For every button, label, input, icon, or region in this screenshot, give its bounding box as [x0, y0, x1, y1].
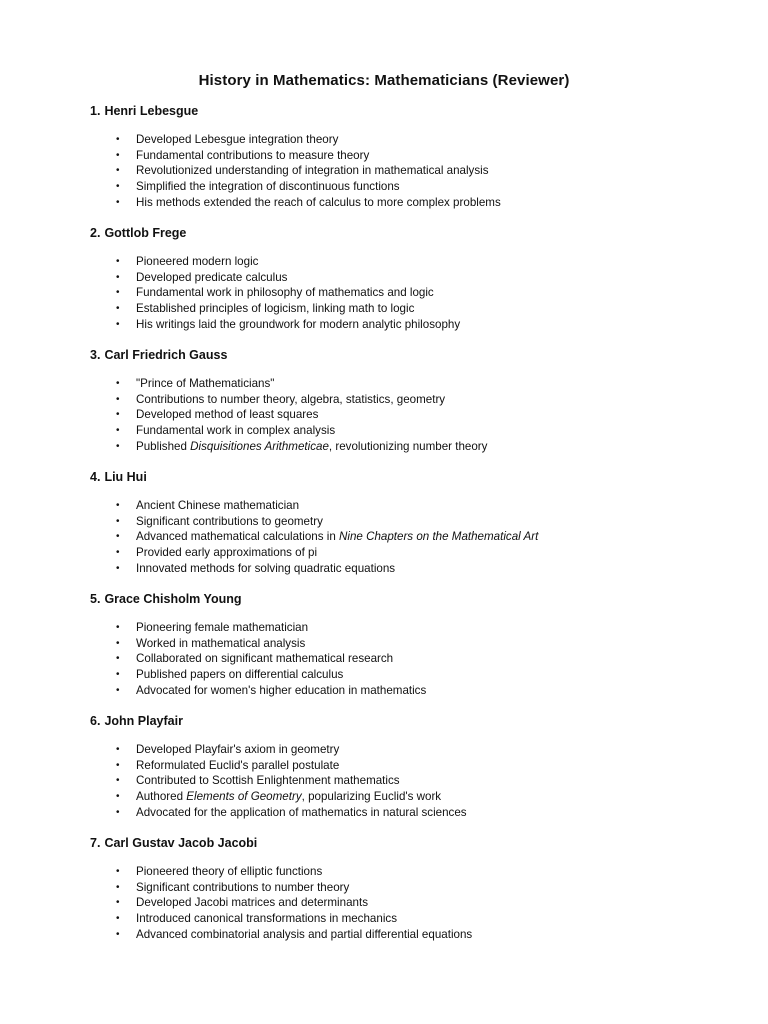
bullet-icon: • — [116, 928, 120, 940]
list-item — [90, 864, 710, 880]
list-item — [90, 927, 710, 943]
bullet-icon: • — [116, 866, 120, 877]
item-text: Pioneering female mathematician — [136, 621, 309, 634]
item-text: Simplified the integration of discontinuous functions — [136, 180, 400, 194]
item-text: Developed predicate calculus — [136, 270, 288, 284]
list-item — [90, 514, 710, 530]
bullet-icon: • — [116, 684, 120, 696]
list-item — [90, 895, 710, 911]
list-item — [90, 667, 710, 683]
bullet-icon: • — [116, 515, 120, 527]
item-text: Fundamental work in complex analysis — [136, 424, 336, 438]
section-number: 6. — [90, 714, 101, 728]
item-text: His methods extended the reach of calculus to more complex problems — [136, 195, 501, 209]
mathematician-name: Henri Lebesgue — [104, 104, 199, 118]
list-item — [90, 179, 710, 195]
item-text: Developed Jacobi matrices and determinants — [136, 896, 368, 910]
item-text: Collaborated on significant mathematical research — [136, 652, 394, 666]
item-text: Authored — [136, 790, 187, 804]
bullet-icon: • — [116, 196, 120, 208]
item-text: Reformulated Euclid's parallel postulate — [136, 758, 340, 772]
mathematician-section — [90, 591, 710, 699]
item-text: His writings laid the groundwork for modern analytic philosophy — [136, 317, 461, 331]
list-item — [90, 683, 710, 699]
bullet-icon: • — [116, 149, 120, 161]
list-item — [90, 423, 710, 439]
item-text: Revolutionized understanding of integration in mathematical analysis — [136, 164, 489, 178]
item-text: Ancient Chinese mathematician — [136, 499, 300, 512]
mathematician-section — [90, 835, 710, 943]
item-text: Developed Lebesgue integration theory — [136, 133, 339, 146]
italic-book-title: Nine Chapters on the Mathematical Art — [339, 530, 539, 544]
item-text: Advanced combinatorial analysis and partial differential equations — [136, 927, 473, 941]
mathematician-section — [90, 103, 710, 211]
page-title: History in Mathematics: Mathematicians (Reviewer) — [198, 72, 570, 89]
bullet-icon: • — [116, 393, 120, 405]
mathematician-name: Carl Friedrich Gauss — [104, 348, 228, 362]
item-text: Pioneered modern logic — [136, 255, 259, 268]
section-number: 4. — [90, 470, 101, 484]
section-heading — [90, 469, 710, 485]
list-item — [90, 317, 710, 333]
list-item — [90, 498, 710, 514]
bullet-list — [90, 254, 710, 333]
item-text: Developed Playfair's axiom in geometry — [136, 743, 340, 756]
bullet-list — [90, 864, 710, 943]
section-heading — [90, 347, 710, 363]
list-item — [90, 254, 710, 270]
item-text: Advanced mathematical calculations in — [136, 530, 339, 544]
mathematician-name: Grace Chisholm Young — [104, 592, 242, 606]
item-text: Provided early approximations of pi — [136, 546, 318, 560]
list-item — [90, 301, 710, 317]
list-item — [90, 805, 710, 821]
bullet-icon: • — [116, 913, 120, 925]
list-item — [90, 561, 710, 577]
section-heading — [90, 713, 710, 729]
bullet-icon: • — [116, 653, 120, 665]
bullet-icon: • — [116, 622, 120, 633]
mathematician-name: Gottlob Frege — [104, 226, 187, 240]
item-text: Significant contributions to geometry — [136, 514, 323, 528]
bullet-icon: • — [116, 318, 120, 330]
item-text: Introduced canonical transformations in mechanics — [136, 912, 397, 926]
list-item — [90, 911, 710, 927]
item-text: "Prince of Mathematicians" — [136, 377, 275, 390]
item-text: Significant contributions to number theory — [136, 880, 350, 894]
list-item — [90, 789, 710, 805]
bullet-icon: • — [116, 775, 120, 787]
list-item — [90, 620, 710, 636]
italic-book-title: Elements of Geometry — [186, 790, 302, 804]
list-item — [90, 773, 710, 789]
bullet-list — [90, 376, 710, 455]
list-item — [90, 285, 710, 301]
list-item — [90, 439, 710, 455]
list-item — [90, 392, 710, 408]
item-text: Contributed to Scottish Enlightenment mathematics — [136, 774, 400, 788]
item-text: Fundamental contributions to measure theory — [136, 148, 370, 162]
bullet-icon: • — [116, 271, 120, 283]
item-text: Contributions to number theory, algebra, statistics, geometry — [136, 392, 446, 406]
item-text: , revolutionizing number theory — [328, 439, 488, 453]
mathematician-section — [90, 225, 710, 333]
list-item — [90, 163, 710, 179]
item-text: Worked in mathematical analysis — [136, 636, 306, 650]
bullet-icon: • — [116, 181, 120, 193]
mathematician-name: John Playfair — [104, 714, 183, 728]
section-number: 1. — [90, 104, 101, 118]
bullet-icon: • — [116, 744, 120, 755]
bullet-icon: • — [116, 256, 120, 267]
section-number: 7. — [90, 836, 101, 850]
item-text: Established principles of logicism, linking math to logic — [136, 302, 415, 316]
section-number: 2. — [90, 226, 101, 240]
item-text: Advocated for women's higher education in mathematics — [136, 683, 427, 697]
bullet-icon: • — [116, 562, 120, 574]
bullet-icon: • — [116, 134, 120, 145]
section-heading — [90, 591, 710, 607]
bullet-icon: • — [116, 531, 120, 543]
item-text: Advocated for the application of mathematics in natural sciences — [136, 805, 467, 819]
mathematician-section — [90, 713, 710, 821]
bullet-icon: • — [116, 637, 120, 649]
section-heading — [90, 835, 710, 851]
item-text: Developed method of least squares — [136, 408, 319, 422]
bullet-icon: • — [116, 440, 120, 452]
list-item — [90, 742, 710, 758]
list-item — [90, 407, 710, 423]
bullet-list — [90, 742, 710, 821]
item-text: Innovated methods for solving quadratic equations — [136, 561, 396, 575]
list-item — [90, 545, 710, 561]
item-text: Fundamental work in philosophy of mathematics and logic — [136, 286, 434, 300]
list-item — [90, 132, 710, 148]
section-heading — [90, 225, 710, 241]
bullet-icon: • — [116, 897, 120, 909]
bullet-icon: • — [116, 378, 120, 389]
bullet-icon: • — [116, 759, 120, 771]
bullet-icon: • — [116, 287, 120, 299]
list-item — [90, 880, 710, 896]
item-text: Published — [136, 439, 191, 453]
bullet-icon: • — [116, 165, 120, 177]
section-number: 3. — [90, 348, 101, 362]
section-heading — [90, 103, 710, 119]
mathematician-section — [90, 347, 710, 455]
bullet-list — [90, 132, 710, 211]
bullet-icon: • — [116, 547, 120, 559]
item-text: Published papers on differential calculus — [136, 668, 344, 682]
bullet-icon: • — [116, 881, 120, 893]
bullet-icon: • — [116, 669, 120, 681]
italic-book-title: Disquisitiones Arithmeticae — [190, 439, 329, 453]
bullet-list — [90, 498, 710, 577]
mathematician-name: Carl Gustav Jacob Jacobi — [104, 836, 258, 850]
item-text: Pioneered theory of elliptic functions — [136, 865, 323, 878]
bullet-icon: • — [116, 806, 120, 818]
mathematician-section — [90, 469, 710, 577]
list-item — [90, 270, 710, 286]
list-item — [90, 529, 710, 545]
list-item — [90, 376, 710, 392]
list-item — [90, 636, 710, 652]
section-number: 5. — [90, 592, 101, 606]
item-text: , popularizing Euclid's work — [301, 790, 442, 804]
bullet-icon: • — [116, 500, 120, 511]
list-item — [90, 148, 710, 164]
bullet-icon: • — [116, 425, 120, 437]
bullet-icon: • — [116, 303, 120, 315]
bullet-list — [90, 620, 710, 699]
bullet-icon: • — [116, 791, 120, 803]
bullet-icon: • — [116, 409, 120, 421]
list-item — [90, 651, 710, 667]
mathematician-name: Liu Hui — [104, 470, 147, 484]
list-item — [90, 195, 710, 211]
list-item — [90, 758, 710, 774]
